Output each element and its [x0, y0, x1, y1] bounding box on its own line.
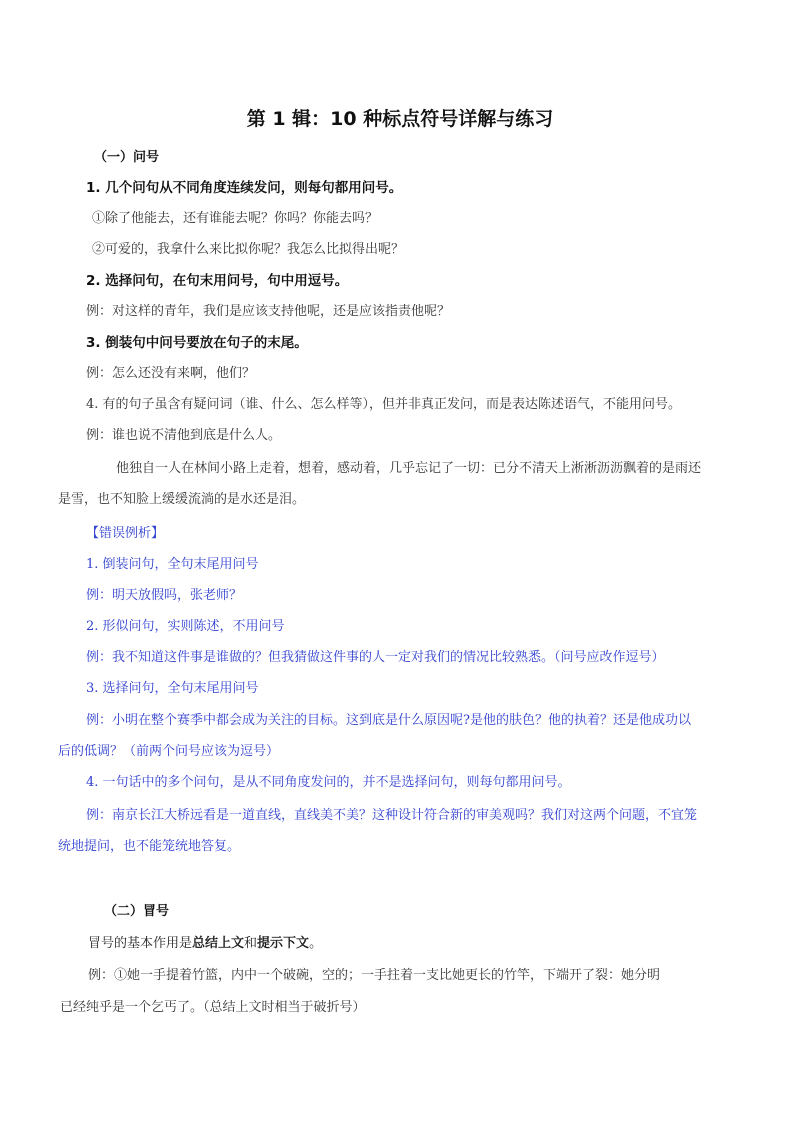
colon-intro-mid: 和 [244, 936, 258, 951]
rule-3: 3. 倒装句中问号要放在句子的末尾。 [86, 335, 308, 351]
error-2: 2. 形似问句，实则陈述，不用问号 [86, 619, 285, 634]
rule-1-example-2: ②可爱的，我拿什么来比拟你呢？我怎么比拟得出呢？ [92, 242, 405, 257]
colon-intro [88, 934, 322, 954]
colon-intro-bold-2: 提示下文 [257, 936, 310, 951]
colon-intro-prefix: 冒号的基本作用是 [88, 936, 193, 951]
page-title: 第 1 辑：10 种标点符号详解与练习 [246, 108, 554, 130]
error-4-example-line-1: 例：南京长江大桥远看是一道直线，直线美不美？这种设计符合新的审美观吗？我们对这两个问题，不宜笼 [86, 808, 698, 823]
rule-3-example: 例：怎么还没有来啊，他们？ [86, 366, 256, 381]
error-4-example-line-2: 统地提问，也不能笼统地答复。 [58, 839, 241, 854]
section-heading-colon-text: （二）冒号 [104, 904, 170, 919]
rule-1: 1. 几个问句从不同角度连续发问，则每句都用问号。 [86, 180, 403, 196]
error-2-example: 例：我不知道这件事是谁做的？但我猜做这件事的人一定对我们的情况比较熟悉。（问号应改作逗号） [86, 650, 665, 665]
colon-example-line-1: 例：①她一手提着竹篮，内中一个破碗，空的；一手拄着一支比她更长的竹竿，下端开了裂：她分明 [88, 968, 661, 983]
section-heading-colon [104, 902, 169, 922]
rule-2: 2. 选择问句，在句末用问号，句中用逗号。 [86, 273, 349, 289]
error-analysis-heading: 【错误例析】 [86, 526, 165, 541]
colon-example-line-2: 已经纯乎是一个乞丐了。（总结上文时相当于破折号） [60, 1000, 366, 1015]
error-1: 1. 倒装问句，全句末尾用问号 [86, 557, 259, 572]
error-3-example-line-1: 例：小明在整个赛季中都会成为关注的目标。这到底是什么原因呢?是他的肤色？他的执着？还是他成功以 [86, 713, 691, 728]
rule-4: 4. 有的句子虽含有疑问词（谁、什么、怎么样等），但并非真正发问，而是表达陈述语气，不能用问号。 [86, 397, 682, 412]
rule-1-example-1: ①除了他能去，还有谁能去呢？你吗？你能去吗？ [92, 211, 379, 226]
error-3-example-line-2: 后的低调？（前两个问号应该为逗号） [58, 744, 280, 759]
error-3: 3. 选择问句，全句末尾用问号 [86, 681, 259, 696]
rule-2-example: 例：对这样的青年，我们是应该支持他呢，还是应该指责他呢？ [86, 304, 451, 319]
error-1-example: 例：明天放假吗，张老师？ [86, 588, 243, 603]
rule-4-example: 例：谁也说不清他到底是什么人。 [86, 428, 282, 443]
colon-intro-bold-1: 总结上文 [192, 936, 245, 951]
rule-4-paragraph-line-1: 他独自一人在林间小路上走着，想着，感动着，几乎忘记了一切：已分不清天上淅淅沥沥飘着的是雨还 [116, 461, 702, 476]
section-heading-question-mark: （一）问号 [94, 150, 160, 165]
colon-intro-suffix: 。 [309, 936, 323, 951]
rule-4-paragraph-line-2: 是雪，也不知脸上缓缓流淌的是水还是泪。 [58, 492, 306, 507]
error-4: 4. 一句话中的多个问句，是从不同角度发问的，并不是选择问句，则每句都用问号。 [86, 775, 571, 790]
